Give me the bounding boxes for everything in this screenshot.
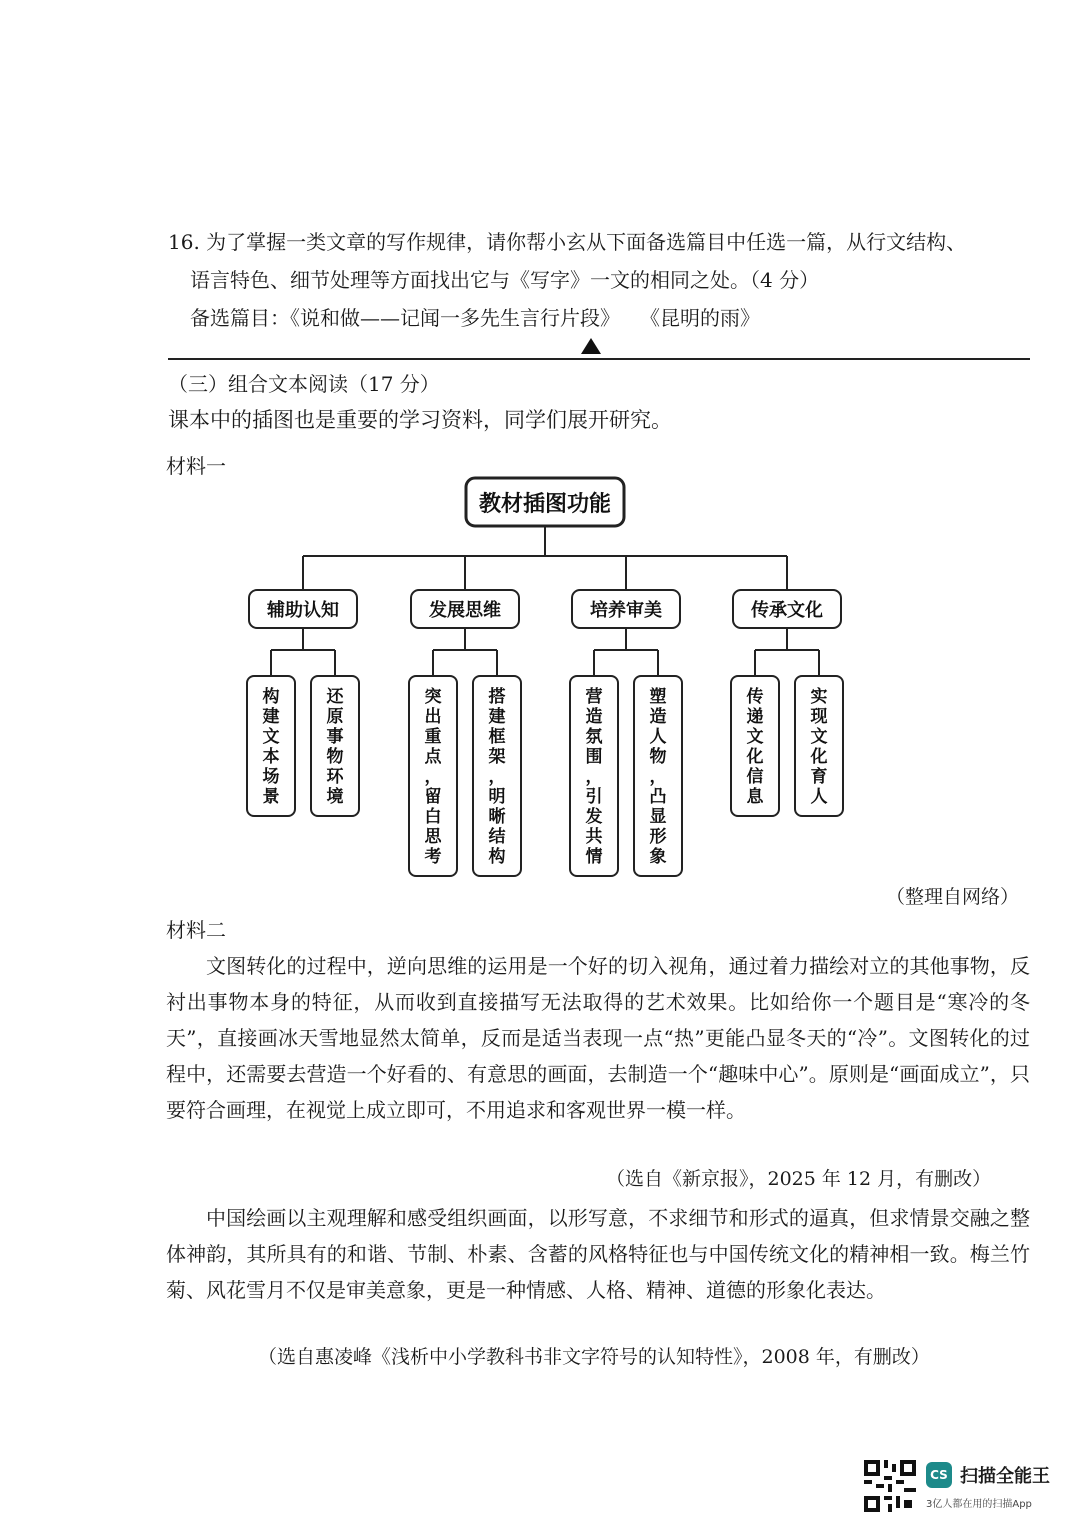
category-label: 发展思维 [429, 600, 501, 621]
diagram-leaf-label: 营造氛围，引发共情 [585, 687, 603, 867]
diagram-root [466, 478, 624, 526]
material-2-source-1: （选自《新京报》，2025 年 12 月，有删改） [606, 1168, 992, 1190]
question-16-line-1: 16. 为了掌握一类文章的写作规律，请你帮小玄从下面备选篇目中任选一篇，从行文结构、 [168, 230, 967, 254]
diagram-leaf-label: 传递文化信息 [746, 687, 764, 807]
diagram-leaf [731, 676, 779, 816]
paragraph-text: 中国绘画以主观理解和感受组织画面，以形写意，不求细节和形式的逼真，但求情景交融之整体神韵，其所具有的和谐、节制、朴素、含蓄的风格特征也与中国传统文化的精神相一致。梅兰竹菊、风花雪月不仅是审美意象，更是一种情感、人格、精神、道德的形象化表达。 [166, 1206, 1030, 1302]
section-title: （三）组合文本阅读（17 分） [168, 372, 440, 396]
category-label: 传承文化 [751, 600, 823, 621]
diagram-leaf-label: 还原事物环境 [326, 687, 344, 807]
diagram-leaf [570, 676, 618, 876]
diagram-root-label: 教材插图功能 [478, 492, 612, 517]
options-label: 备选篇目： [190, 306, 290, 330]
category-label: 辅助认知 [267, 600, 339, 621]
diagram-leaf [247, 676, 295, 816]
diagram-leaf-label: 塑造人物，凸显形象 [649, 687, 667, 867]
diagram-leaf-label: 突出重点，留白思考 [424, 687, 442, 867]
qr-code-icon [864, 1460, 916, 1512]
diagram-category-2 [411, 590, 519, 628]
scanner-logo-icon: CS [926, 1462, 952, 1488]
material-2-paragraph-2 [166, 1200, 1030, 1308]
option-2: 《昆明的雨》 [650, 306, 760, 330]
material-2-label: 材料二 [166, 918, 226, 942]
diagram-category-1 [249, 590, 357, 628]
diagram-leaf-label: 搭建框架，明晰结构 [488, 687, 506, 867]
diagram-category-4 [733, 590, 841, 628]
scanner-app-name: 扫描全能王 [960, 1466, 1050, 1487]
material-1-source: （整理自网络） [886, 886, 1020, 908]
paragraph-text: 文图转化的过程中，逆向思维的运用是一个好的切入视角，通过着力描绘对立的其他事物，反衬出事物本身的特征，从而收到直接描写无法取得的艺术效果。比如给你一个题目是“寒冷的冬天”，直接画冰天雪地显然太简单，反而是适当表现一点“热”更能凸显冬天的“冷”。文图转化的过程中，还需要去营造一个好看的、有意思的画面，去制造一个“趣味中心”。原则是“画面成立”，只要符合画理，在视觉上成立即可，不用追求和客观世界一模一样。 [166, 954, 1030, 1122]
diagram-leaf [634, 676, 682, 876]
diagram-leaf-label: 构建文本场景 [262, 687, 280, 807]
diagram-leaves [247, 676, 843, 876]
diagram-category-3 [572, 590, 680, 628]
scanner-tagline: 3亿人都在用的扫描App [926, 1499, 1032, 1510]
diagram-leaf [409, 676, 457, 876]
diagram-leaf [795, 676, 843, 816]
material-2-paragraph-1 [166, 948, 1030, 1128]
section-intro: 课本中的插图也是重要的学习资料，同学们展开研究。 [168, 408, 672, 432]
material-2-source-2: （选自惠凌峰《浅析中小学教科书非文字符号的认知特性》，2008 年，有删改） [258, 1346, 930, 1368]
category-label: 培养审美 [590, 600, 662, 621]
diagram-leaf-label: 实现文化育人 [810, 687, 828, 807]
diagram-leaf [473, 676, 521, 876]
option-1: 《说和做——记闻一多先生言行片段》 [290, 306, 620, 330]
diagram-leaf [311, 676, 359, 816]
question-16-line-2: 语言特色、细节处理等方面找出它与《写字》一文的相同之处。（4 分） [190, 268, 820, 292]
material-1-label: 材料一 [166, 454, 226, 478]
